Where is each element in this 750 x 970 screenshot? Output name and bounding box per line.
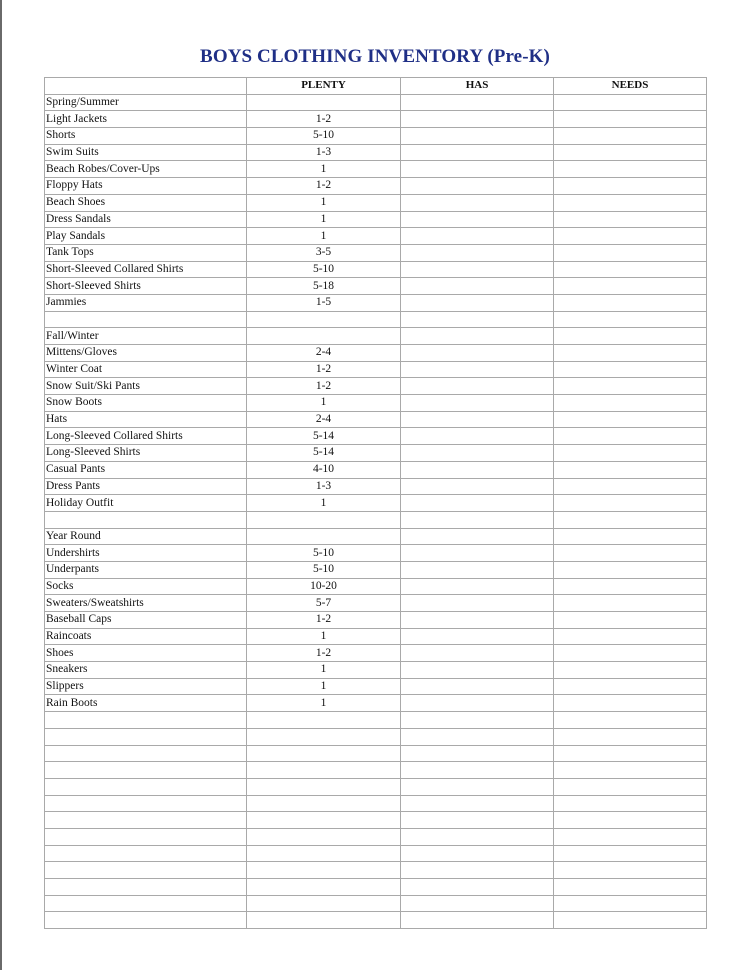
plenty-cell[interactable] (247, 712, 401, 729)
item-name: Slippers (45, 678, 247, 695)
needs-cell[interactable] (554, 612, 707, 629)
needs-cell[interactable] (554, 695, 707, 712)
item-cell[interactable] (45, 812, 247, 829)
table-row (45, 111, 707, 128)
has-cell[interactable] (401, 144, 554, 161)
needs-cell[interactable] (554, 728, 707, 745)
plenty-value: 5-10 (247, 561, 401, 578)
table-row (45, 395, 707, 412)
blank-row (45, 745, 707, 762)
has-cell[interactable] (401, 328, 554, 345)
item-name: Dress Sandals (45, 211, 247, 228)
needs-cell[interactable] (554, 828, 707, 845)
needs-cell[interactable] (554, 294, 707, 311)
plenty-cell[interactable] (247, 845, 401, 862)
section-header-row (45, 328, 707, 345)
needs-cell[interactable] (554, 662, 707, 679)
item-cell[interactable] (45, 511, 247, 528)
needs-cell[interactable] (554, 595, 707, 612)
table-row (45, 361, 707, 378)
item-name: Mittens/Gloves (45, 345, 247, 362)
plenty-value: 1-3 (247, 478, 401, 495)
plenty-cell (247, 94, 401, 111)
table-row (45, 612, 707, 629)
has-cell[interactable] (401, 845, 554, 862)
needs-cell[interactable] (554, 795, 707, 812)
has-cell[interactable] (401, 561, 554, 578)
has-cell[interactable] (401, 795, 554, 812)
blank-row (45, 862, 707, 879)
has-cell[interactable] (401, 678, 554, 695)
section-title: Fall/Winter (45, 328, 247, 345)
blank-row (45, 795, 707, 812)
needs-cell[interactable] (554, 645, 707, 662)
has-cell[interactable] (401, 261, 554, 278)
table-row (45, 662, 707, 679)
has-cell[interactable] (401, 228, 554, 245)
table-row (45, 545, 707, 562)
plenty-cell (247, 528, 401, 545)
has-cell[interactable] (401, 461, 554, 478)
has-cell[interactable] (401, 895, 554, 912)
item-name: Shoes (45, 645, 247, 662)
needs-cell[interactable] (554, 712, 707, 729)
has-cell[interactable] (401, 762, 554, 779)
item-name: Long-Sleeved Collared Shirts (45, 428, 247, 445)
has-cell[interactable] (401, 311, 554, 328)
has-cell[interactable] (401, 278, 554, 295)
item-cell[interactable] (45, 828, 247, 845)
plenty-value: 2-4 (247, 411, 401, 428)
has-cell[interactable] (401, 178, 554, 195)
has-cell[interactable] (401, 912, 554, 929)
item-cell[interactable] (45, 795, 247, 812)
has-cell[interactable] (401, 511, 554, 528)
plenty-cell[interactable] (247, 728, 401, 745)
plenty-cell[interactable] (247, 795, 401, 812)
plenty-cell[interactable] (247, 912, 401, 929)
plenty-value: 1-3 (247, 144, 401, 161)
has-cell[interactable] (401, 244, 554, 261)
plenty-cell[interactable] (247, 762, 401, 779)
item-name: Undershirts (45, 545, 247, 562)
needs-cell[interactable] (554, 511, 707, 528)
inventory-body (45, 94, 707, 928)
item-name: Sweaters/Sweatshirts (45, 595, 247, 612)
item-name: Snow Suit/Ski Pants (45, 378, 247, 395)
item-name: Beach Robes/Cover-Ups (45, 161, 247, 178)
has-cell[interactable] (401, 662, 554, 679)
table-row (45, 445, 707, 462)
item-name: Winter Coat (45, 361, 247, 378)
has-cell[interactable] (401, 879, 554, 896)
has-cell[interactable] (401, 128, 554, 145)
header-has: HAS (401, 78, 554, 95)
needs-cell[interactable] (554, 211, 707, 228)
needs-cell[interactable] (554, 478, 707, 495)
table-row (45, 211, 707, 228)
item-cell[interactable] (45, 845, 247, 862)
has-cell[interactable] (401, 211, 554, 228)
blank-row (45, 728, 707, 745)
needs-cell[interactable] (554, 278, 707, 295)
table-row (45, 178, 707, 195)
plenty-value: 2-4 (247, 345, 401, 362)
plenty-cell[interactable] (247, 745, 401, 762)
has-cell[interactable] (401, 595, 554, 612)
plenty-value: 10-20 (247, 578, 401, 595)
plenty-value: 1 (247, 662, 401, 679)
header-plenty: PLENTY (247, 78, 401, 95)
blank-row (45, 511, 707, 528)
needs-cell[interactable] (554, 345, 707, 362)
item-name: Beach Shoes (45, 194, 247, 211)
needs-cell[interactable] (554, 895, 707, 912)
plenty-value: 1-2 (247, 178, 401, 195)
plenty-value: 1 (247, 161, 401, 178)
page-title: BOYS CLOTHING INVENTORY (Pre-K) (200, 46, 550, 67)
has-cell[interactable] (401, 728, 554, 745)
section-header-row (45, 94, 707, 111)
item-name: Jammies (45, 294, 247, 311)
plenty-value: 1 (247, 695, 401, 712)
plenty-value: 3-5 (247, 244, 401, 261)
blank-row (45, 828, 707, 845)
blank-row (45, 895, 707, 912)
table-row (45, 378, 707, 395)
table-row (45, 244, 707, 261)
table-row (45, 578, 707, 595)
table-row (45, 345, 707, 362)
needs-cell[interactable] (554, 879, 707, 896)
item-name: Short-Sleeved Shirts (45, 278, 247, 295)
item-name: Underpants (45, 561, 247, 578)
plenty-value: 1-2 (247, 612, 401, 629)
has-cell[interactable] (401, 645, 554, 662)
has-cell[interactable] (401, 361, 554, 378)
has-cell[interactable] (401, 411, 554, 428)
plenty-value: 1 (247, 211, 401, 228)
needs-cell[interactable] (554, 845, 707, 862)
plenty-value: 5-14 (247, 445, 401, 462)
table-row (45, 595, 707, 612)
needs-cell[interactable] (554, 545, 707, 562)
needs-cell[interactable] (554, 178, 707, 195)
section-title: Year Round (45, 528, 247, 545)
plenty-value: 1-5 (247, 294, 401, 311)
plenty-value: 1 (247, 628, 401, 645)
table-row (45, 128, 707, 145)
blank-row (45, 778, 707, 795)
table-row (45, 261, 707, 278)
needs-cell[interactable] (554, 161, 707, 178)
plenty-value: 5-14 (247, 428, 401, 445)
needs-cell[interactable] (554, 311, 707, 328)
has-cell[interactable] (401, 628, 554, 645)
blank-row (45, 812, 707, 829)
table-row (45, 645, 707, 662)
plenty-value: 1 (247, 495, 401, 512)
needs-cell[interactable] (554, 428, 707, 445)
needs-cell[interactable] (554, 745, 707, 762)
needs-cell[interactable] (554, 194, 707, 211)
needs-cell[interactable] (554, 678, 707, 695)
item-name: Swim Suits (45, 144, 247, 161)
has-cell[interactable] (401, 695, 554, 712)
item-cell[interactable] (45, 895, 247, 912)
item-name: Light Jackets (45, 111, 247, 128)
has-cell[interactable] (401, 545, 554, 562)
item-name: Dress Pants (45, 478, 247, 495)
header-needs: NEEDS (554, 78, 707, 95)
plenty-value: 5-10 (247, 261, 401, 278)
plenty-value: 1 (247, 678, 401, 695)
item-name: Raincoats (45, 628, 247, 645)
plenty-value: 1-2 (247, 378, 401, 395)
plenty-value: 1 (247, 395, 401, 412)
has-cell[interactable] (401, 812, 554, 829)
item-name: Baseball Caps (45, 612, 247, 629)
table-row (45, 561, 707, 578)
plenty-cell[interactable] (247, 311, 401, 328)
plenty-value: 4-10 (247, 461, 401, 478)
table-row (45, 478, 707, 495)
has-cell[interactable] (401, 578, 554, 595)
needs-cell[interactable] (554, 528, 707, 545)
plenty-value: 1 (247, 194, 401, 211)
needs-cell[interactable] (554, 244, 707, 261)
blank-row (45, 879, 707, 896)
has-cell[interactable] (401, 862, 554, 879)
needs-cell[interactable] (554, 361, 707, 378)
item-cell[interactable] (45, 728, 247, 745)
plenty-cell[interactable] (247, 511, 401, 528)
plenty-value: 1-2 (247, 361, 401, 378)
section-title: Spring/Summer (45, 94, 247, 111)
has-cell[interactable] (401, 194, 554, 211)
item-name: Rain Boots (45, 695, 247, 712)
section-header-row (45, 528, 707, 545)
plenty-value: 5-10 (247, 128, 401, 145)
item-name: Holiday Outfit (45, 495, 247, 512)
needs-cell[interactable] (554, 778, 707, 795)
has-cell[interactable] (401, 495, 554, 512)
needs-cell[interactable] (554, 94, 707, 111)
needs-cell[interactable] (554, 411, 707, 428)
needs-cell[interactable] (554, 111, 707, 128)
needs-cell[interactable] (554, 378, 707, 395)
item-cell[interactable] (45, 862, 247, 879)
plenty-cell (247, 328, 401, 345)
item-cell[interactable] (45, 712, 247, 729)
needs-cell[interactable] (554, 812, 707, 829)
has-cell[interactable] (401, 395, 554, 412)
blank-row (45, 712, 707, 729)
has-cell[interactable] (401, 428, 554, 445)
item-name: Socks (45, 578, 247, 595)
needs-cell[interactable] (554, 461, 707, 478)
item-name: Sneakers (45, 662, 247, 679)
item-cell[interactable] (45, 762, 247, 779)
blank-row (45, 311, 707, 328)
needs-cell[interactable] (554, 328, 707, 345)
needs-cell[interactable] (554, 261, 707, 278)
table-row (45, 695, 707, 712)
table-row (45, 628, 707, 645)
item-name: Short-Sleeved Collared Shirts (45, 261, 247, 278)
table-row (45, 144, 707, 161)
has-cell[interactable] (401, 712, 554, 729)
blank-row (45, 762, 707, 779)
needs-cell[interactable] (554, 561, 707, 578)
table-row (45, 428, 707, 445)
has-cell[interactable] (401, 94, 554, 111)
needs-cell[interactable] (554, 862, 707, 879)
needs-cell[interactable] (554, 578, 707, 595)
item-name: Hats (45, 411, 247, 428)
item-cell[interactable] (45, 311, 247, 328)
header-item (45, 78, 247, 95)
needs-cell[interactable] (554, 628, 707, 645)
item-cell[interactable] (45, 745, 247, 762)
has-cell[interactable] (401, 612, 554, 629)
needs-cell[interactable] (554, 395, 707, 412)
item-name: Long-Sleeved Shirts (45, 445, 247, 462)
item-name: Tank Tops (45, 244, 247, 261)
has-cell[interactable] (401, 161, 554, 178)
item-name: Play Sandals (45, 228, 247, 245)
blank-row (45, 912, 707, 929)
needs-cell[interactable] (554, 228, 707, 245)
item-name: Snow Boots (45, 395, 247, 412)
table-row (45, 678, 707, 695)
plenty-cell[interactable] (247, 778, 401, 795)
plenty-value: 1-2 (247, 111, 401, 128)
table-row (45, 278, 707, 295)
needs-cell[interactable] (554, 912, 707, 929)
plenty-cell[interactable] (247, 879, 401, 896)
plenty-cell[interactable] (247, 828, 401, 845)
has-cell[interactable] (401, 745, 554, 762)
plenty-value: 1-2 (247, 645, 401, 662)
plenty-value: 1 (247, 228, 401, 245)
has-cell[interactable] (401, 111, 554, 128)
needs-cell[interactable] (554, 128, 707, 145)
table-row (45, 161, 707, 178)
table-header-row (45, 78, 707, 95)
table-row (45, 461, 707, 478)
table-row (45, 411, 707, 428)
has-cell[interactable] (401, 528, 554, 545)
needs-cell[interactable] (554, 762, 707, 779)
has-cell[interactable] (401, 478, 554, 495)
table-row (45, 294, 707, 311)
inventory-table (44, 77, 707, 929)
has-cell[interactable] (401, 445, 554, 462)
item-cell[interactable] (45, 778, 247, 795)
item-name: Casual Pants (45, 461, 247, 478)
has-cell[interactable] (401, 378, 554, 395)
page-left-edge (0, 0, 2, 970)
table-row (45, 194, 707, 211)
plenty-value: 5-10 (247, 545, 401, 562)
has-cell[interactable] (401, 345, 554, 362)
table-row (45, 495, 707, 512)
item-name: Floppy Hats (45, 178, 247, 195)
item-name: Shorts (45, 128, 247, 145)
needs-cell[interactable] (554, 144, 707, 161)
plenty-cell[interactable] (247, 862, 401, 879)
needs-cell[interactable] (554, 495, 707, 512)
has-cell[interactable] (401, 294, 554, 311)
plenty-cell[interactable] (247, 895, 401, 912)
item-cell[interactable] (45, 912, 247, 929)
item-cell[interactable] (45, 879, 247, 896)
table-row (45, 228, 707, 245)
blank-row (45, 845, 707, 862)
plenty-cell[interactable] (247, 812, 401, 829)
needs-cell[interactable] (554, 445, 707, 462)
has-cell[interactable] (401, 778, 554, 795)
has-cell[interactable] (401, 828, 554, 845)
plenty-value: 5-7 (247, 595, 401, 612)
plenty-value: 5-18 (247, 278, 401, 295)
